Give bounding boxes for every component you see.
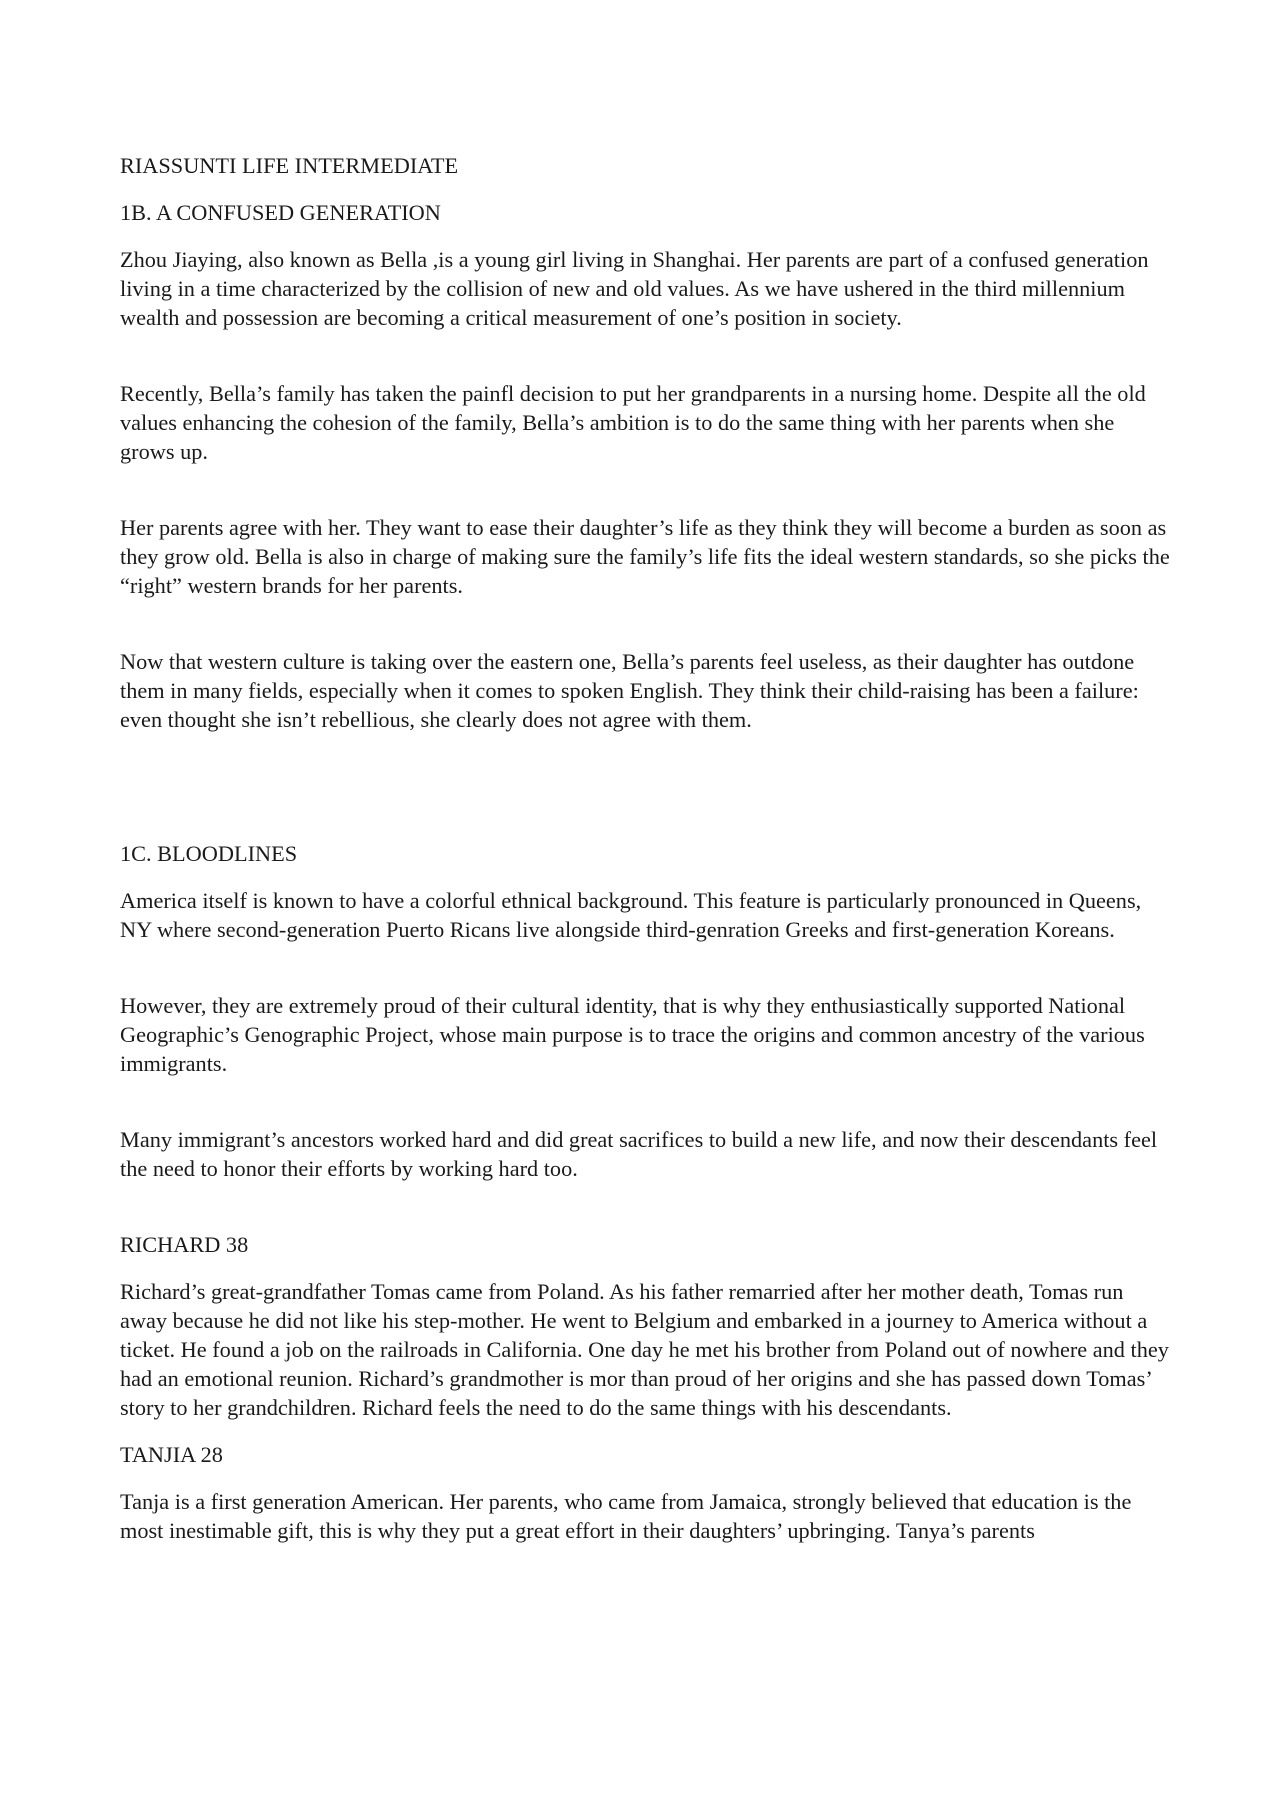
section-heading: RICHARD 38	[120, 1232, 249, 1257]
paragraph: However, they are extremely proud of their cultural identity, that is why they enthusiastically supported National Geographic’s Genographic Project, whose main purpose is to trace the origins and common ancestry of the various immigrants.	[120, 993, 1145, 1076]
section-heading: 1B. A CONFUSED GENERATION	[120, 200, 441, 225]
document-title: RIASSUNTI LIFE INTERMEDIATE	[120, 153, 459, 178]
paragraph: Recently, Bella’s family has taken the painfl decision to put her grandparents in a nursing home. Despite all the old values enhancing the cohesion of the family, Bella’s ambition is to do the same thing with her parents when she grows up.	[120, 381, 1146, 464]
paragraph: Her parents agree with her. They want to ease their daughter’s life as they think they will become a burden as soon as they grow old. Bella is also in charge of making sure the family’s life fits the ideal western standards, so she picks the “right” western brands for her parents.	[120, 515, 1170, 598]
section-heading: TANJIA 28	[120, 1442, 223, 1467]
paragraph: America itself is known to have a colorful ethnical background. This feature is particularly pronounced in Queens, NY where second-generation Puerto Ricans live alongside third-genration Greeks and first-generation Koreans.	[120, 888, 1142, 942]
paragraph: Richard’s great-grandfather Tomas came from Poland. As his father remarried after her mother death, Tomas run away because he did not like his step-mother. He went to Belgium and embarked in a journey to America without a ticket. He found a job on the railroads in California. One day he met his brother from Poland out of nowhere and they had an emotional reunion. Richard’s grandmother is mor than proud of her origins and she has passed down Tomas’ story to her grandchildren. Richard feels the need to do the same things with his descendants.	[120, 1279, 1169, 1420]
paragraph: Now that western culture is taking over the eastern one, Bella’s parents feel useless, as their daughter has outdone them in many fields, especially when it comes to spoken English. They think their child-raising has been a failure: even thought she isn’t rebellious, she clearly does not agree with them.	[120, 649, 1139, 732]
paragraph: Tanja is a first generation American. Her parents, who came from Jamaica, strongly believed that education is the most inestimable gift, this is why they put a great effort in their daughters’ upbringing. Tanya’s parents	[120, 1489, 1132, 1543]
paragraph: Many immigrant’s ancestors worked hard and did great sacrifices to build a new life, and now their descendants feel the need to honor their efforts by working hard too.	[120, 1127, 1158, 1181]
document-body	[120, 151, 1170, 1563]
paragraph: Zhou Jiaying, also known as Bella ,is a young girl living in Shanghai. Her parents are part of a confused generation living in a time characterized by the collision of new and old values. As we have ushered in the third millennium wealth and possession are becoming a critical measurement of one’s position in society.	[120, 247, 1149, 330]
section-heading: 1C. BLOODLINES	[120, 841, 298, 866]
